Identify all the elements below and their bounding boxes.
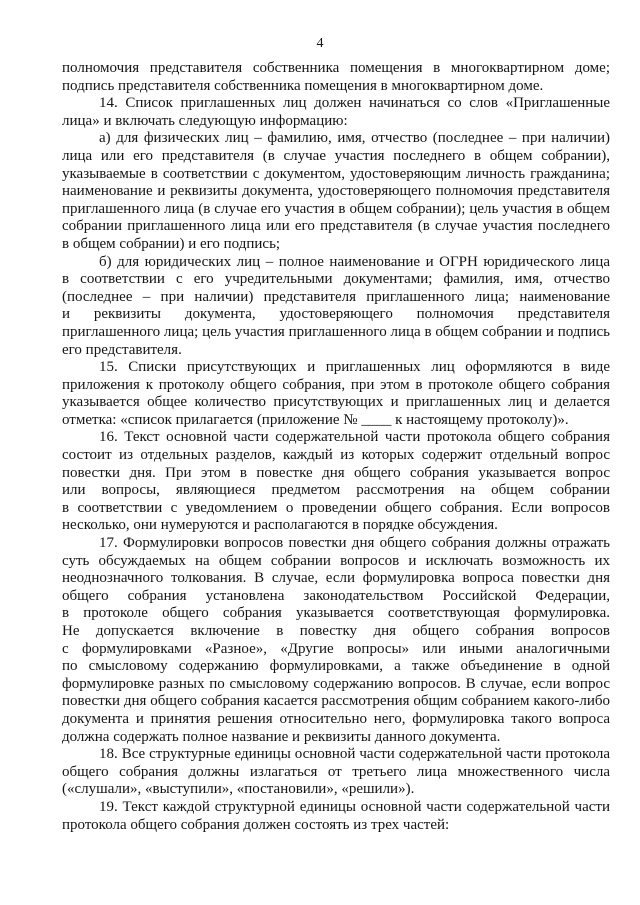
paragraph-p19 [62, 799, 610, 834]
text-line: полномочия представителя собственника помещения в многоквартирном доме; [62, 60, 610, 76]
text-line: в соответствии с его учредительными документами; фамилия, имя, отчество [62, 271, 610, 288]
text-line: неоднозначного толкования. В случае, если формулировка вопроса повестки дня [62, 570, 610, 587]
text-line: 16. Текст основной части содержательной части протокола общего собрания [99, 429, 610, 446]
paragraph-p17 [62, 535, 610, 746]
text-line: в общем собрании) и его подпись; [62, 235, 281, 252]
text-line: суть обсуждаемых на общем собрании вопросов и исключать возможность их [62, 552, 610, 569]
text-line: общего собрания должны излагаться от третьего лица множественного числа [62, 763, 610, 780]
text-line: приложения к протоколу общего собрания, при этом в протоколе общего собрания [62, 376, 610, 393]
paragraph-p14a [62, 130, 610, 253]
text-line: приглашенного лица; цель участия приглашенного лица в общем собрании и подпись [62, 323, 610, 340]
text-line: (последнее – при наличии) представителя приглашенного лица; наименование [62, 288, 610, 305]
paragraph-p16 [62, 429, 610, 535]
text-line: указывается общее количество присутствующих и приглашенных лиц и делается [62, 394, 610, 411]
text-line: и реквизиты документа, удостоверяющего полномочия представителя [62, 306, 610, 323]
text-line: с формулировками «Разное», «Другие вопросы» или иными аналогичными [62, 640, 610, 657]
text-line: его представителя. [62, 341, 182, 358]
text-line: 17. Формулировки вопросов повестки дня общего собрания должны отражать [99, 535, 610, 552]
text-line: повестки дня общего собрания касается рассмотрения общим собранием какого-либо [62, 693, 610, 710]
text-line: в соответствии с уведомлением о проведении общего собрания. Если вопросов [62, 499, 610, 516]
text-line: Не допускается включение в повестку дня общего собрания вопросов [62, 623, 610, 639]
paragraph-p18 [62, 746, 610, 799]
text-line: протокола общего собрания должен состоять из трех частей: [62, 816, 450, 833]
text-line: а) для физических лиц – фамилию, имя, отчество (последнее – при наличии) [99, 130, 610, 147]
paragraph-p14 [62, 95, 610, 130]
document-body [62, 60, 610, 834]
text-line: в протоколе общего собрания указывается соответствующая формулировка. [62, 605, 610, 622]
text-line: лица» и включать следующую информацию: [62, 112, 348, 129]
text-line: документа и принятия решения относительно него, формулировка такого вопроса [62, 710, 610, 727]
text-line: несколько, они нумеруются и располагаются в порядке обсуждения. [62, 517, 498, 534]
page-number: 4 [316, 36, 324, 51]
text-line: отметка: «список прилагается (приложение № ____ к настоящему протоколу)». [62, 411, 569, 428]
text-line: 19. Текст каждой структурной единицы основной части содержательной части [99, 798, 610, 815]
text-line: б) для юридических лиц – полное наименование и ОГРН юридического лица [99, 253, 610, 270]
text-line: собрании приглашенного лица или его представителя (в случае участия последнего [62, 218, 610, 235]
text-line: состоит из отдельных разделов, каждый из которых содержит отдельный вопрос [62, 447, 610, 464]
text-line: наименование и реквизиты документа, удостоверяющего полномочия представителя [62, 183, 610, 200]
text-line: («слушали», «выступили», «постановили», «решили»). [62, 781, 415, 798]
text-line: повестки дня. При этом в повестке дня общего собрания указывается вопрос [62, 464, 610, 481]
text-line: 15. Списки присутствующих и приглашенных лиц оформляются в виде [99, 359, 610, 376]
text-line: 18. Все структурные единицы основной части содержательной части протокола [99, 746, 610, 763]
text-line: общего собрания установлена законодательством Российской Федерации, [62, 587, 610, 604]
text-line: 14. Список приглашенных лиц должен начинаться со слов «Приглашенные [99, 95, 610, 112]
text-line: формулировке разных по смысловому содержанию вопросов. В случае, если вопрос [62, 675, 610, 692]
paragraph-p14b [62, 254, 610, 360]
text-line: должна содержать полное название и реквизиты данного документа. [62, 728, 501, 745]
paragraph-p13-end [62, 60, 610, 95]
text-line: или вопросы, являющиеся предметом рассмотрения на общем собрании [62, 482, 610, 499]
text-line: приглашенного лица (в случае его участия в общем собрании); цель участия в общем [62, 200, 610, 217]
text-line: лица или его представителя (в случае участия последнего в общем собрании), [62, 147, 610, 164]
text-line: подпись представителя собственника помещения в многоквартирном доме. [62, 77, 544, 94]
text-line: указываемые в соответствии с документом, удостоверяющим личность гражданина; [62, 165, 610, 182]
paragraph-p15 [62, 359, 610, 429]
text-line: по смысловому содержанию формулировками, а также объединение в одной [62, 658, 610, 675]
